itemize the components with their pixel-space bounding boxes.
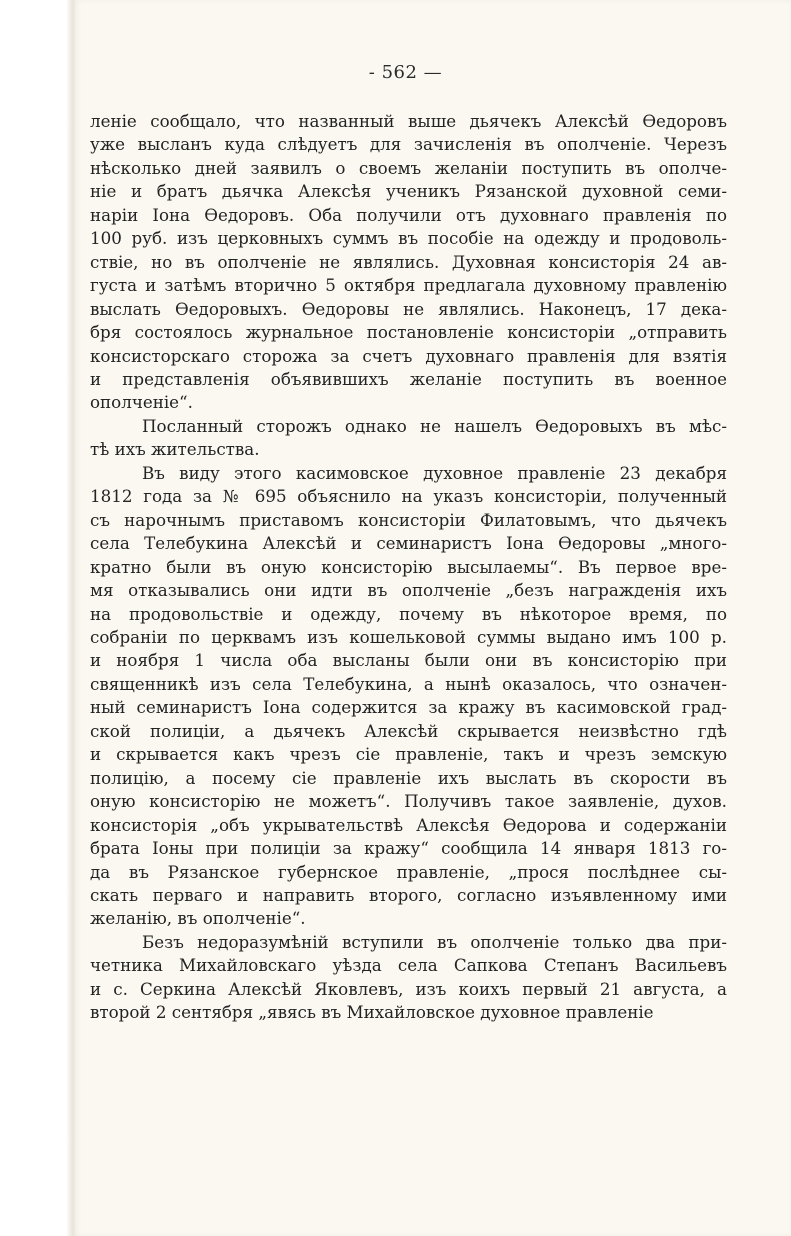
paragraph <box>90 462 727 931</box>
text-line: наріи Іона Ѳедоровъ. Оба получили отъ духовнаго правленія по <box>90 204 727 225</box>
text-line: и представленія объявившихъ желаніе поступить въ военное <box>90 368 727 389</box>
text-line: бря состоялось журнальное постановленіе консисторіи „отправить <box>90 322 727 343</box>
text-line: скать перваго и направить второго, согласно изъявленному ими <box>90 884 727 905</box>
text-line: нѣсколько дней заявилъ о своемъ желаніи поступить въ ополче- <box>90 157 727 178</box>
text-line: оную консисторію не можетъ“. Получивъ такое заявленіе, духов. <box>90 791 727 812</box>
text-line: консисторія „объ укрывательствѣ Алексѣя Ѳедорова и содержаніи <box>90 814 727 835</box>
text-line: кратно были въ оную консисторію высылаемы“. Въ первое вре- <box>90 556 727 577</box>
text-line: ный семинаристъ Іона содержится за кражу въ касимовской град- <box>90 697 727 718</box>
text-line: и с. Серкина Алексѣй Яковлевъ, изъ коихъ первый 21 августа, а <box>90 978 727 999</box>
text-line: ской полиціи, а дьячекъ Алексѣй скрывается неизвѣстно гдѣ <box>90 720 727 741</box>
paragraph <box>90 415 727 462</box>
text-line: мя отказывались они идти въ ополченіе „безъ награжденія ихъ <box>90 580 727 601</box>
text-line: полицію, а посему сіе правленіе ихъ выслать въ скорости въ <box>90 767 727 788</box>
text-line: ніе и братъ дьячка Алексѣя ученикъ Рязанской духовной семи- <box>90 181 727 202</box>
text-line: ствіе, но въ ополченіе не являлись. Духовная консисторія 24 ав- <box>90 251 727 272</box>
text-line: четника Михайловскаго уѣзда села Сапкова Степанъ Васильевъ <box>90 955 727 976</box>
text-line: уже высланъ куда слѣдуетъ для зачисленія въ ополченіе. Черезъ <box>90 134 727 155</box>
text-line: желанію, въ ополченіе“. <box>90 908 306 929</box>
text-line: и ноября 1 числа оба высланы были они въ консисторію при <box>90 650 727 671</box>
page-number: - 562 — <box>368 62 443 83</box>
text-line: тѣ ихъ жительства. <box>90 439 260 460</box>
text-line: Безъ недоразумѣній вступили въ ополченіе только два при- <box>142 931 727 952</box>
text-line: брата Іоны при полиціи за кражу“ сообщила 14 января 1813 го- <box>90 838 727 859</box>
paragraph <box>90 110 727 415</box>
text-line: 100 руб. изъ церковныхъ суммъ въ пособіе на одежду и продоволь- <box>90 228 727 249</box>
text-line: выслать Ѳедоровыхъ. Ѳедоровы не являлись. Наконецъ, 17 дека- <box>90 298 727 319</box>
text-line: священникѣ изъ села Телебукина, а нынѣ оказалось, что означен- <box>90 673 727 694</box>
text-line: 1812 года за № 695 объяснило на указъ консисторіи, полученный <box>90 486 727 507</box>
text-line: Посланный сторожъ однако не нашелъ Ѳедоровыхъ въ мѣс- <box>142 415 727 436</box>
text-line: села Телебукина Алексѣй и семинаристъ Іона Ѳедоровы „много- <box>90 533 727 554</box>
text-line: консисторскаго сторожа за счетъ духовнаго правленія для взятія <box>90 345 727 366</box>
body-text <box>90 110 727 1025</box>
text-line: собраніи по церквамъ изъ кошельковой суммы выдано имъ 100 р. <box>90 626 727 647</box>
text-line: Въ виду этого касимовское духовное правленіе 23 декабря <box>142 462 727 483</box>
text-line: да въ Рязанское губернское правленіе, „прося послѣднее сы- <box>90 861 727 882</box>
text-line: на продовольствіе и одежду, почему въ нѣкоторое время, по <box>90 603 727 624</box>
text-line: леніе сообщало, что названный выше дьячекъ Алексѣй Ѳедоровъ <box>90 111 727 131</box>
paragraph <box>90 931 727 1025</box>
text-line: и скрывается какъ чрезъ сіе правленіе, такъ и чрезъ земскую <box>90 744 727 765</box>
text-line: второй 2 сентября „явясь въ Михайловское духовное правленіе <box>90 1002 654 1023</box>
text-line: съ нарочнымъ приставомъ консисторіи Филатовымъ, что дьячекъ <box>90 509 727 530</box>
text-line: густа и затѣмъ вторично 5 октября предлагала духовному правленію <box>90 275 727 296</box>
text-line: ополченіе“. <box>90 392 193 413</box>
